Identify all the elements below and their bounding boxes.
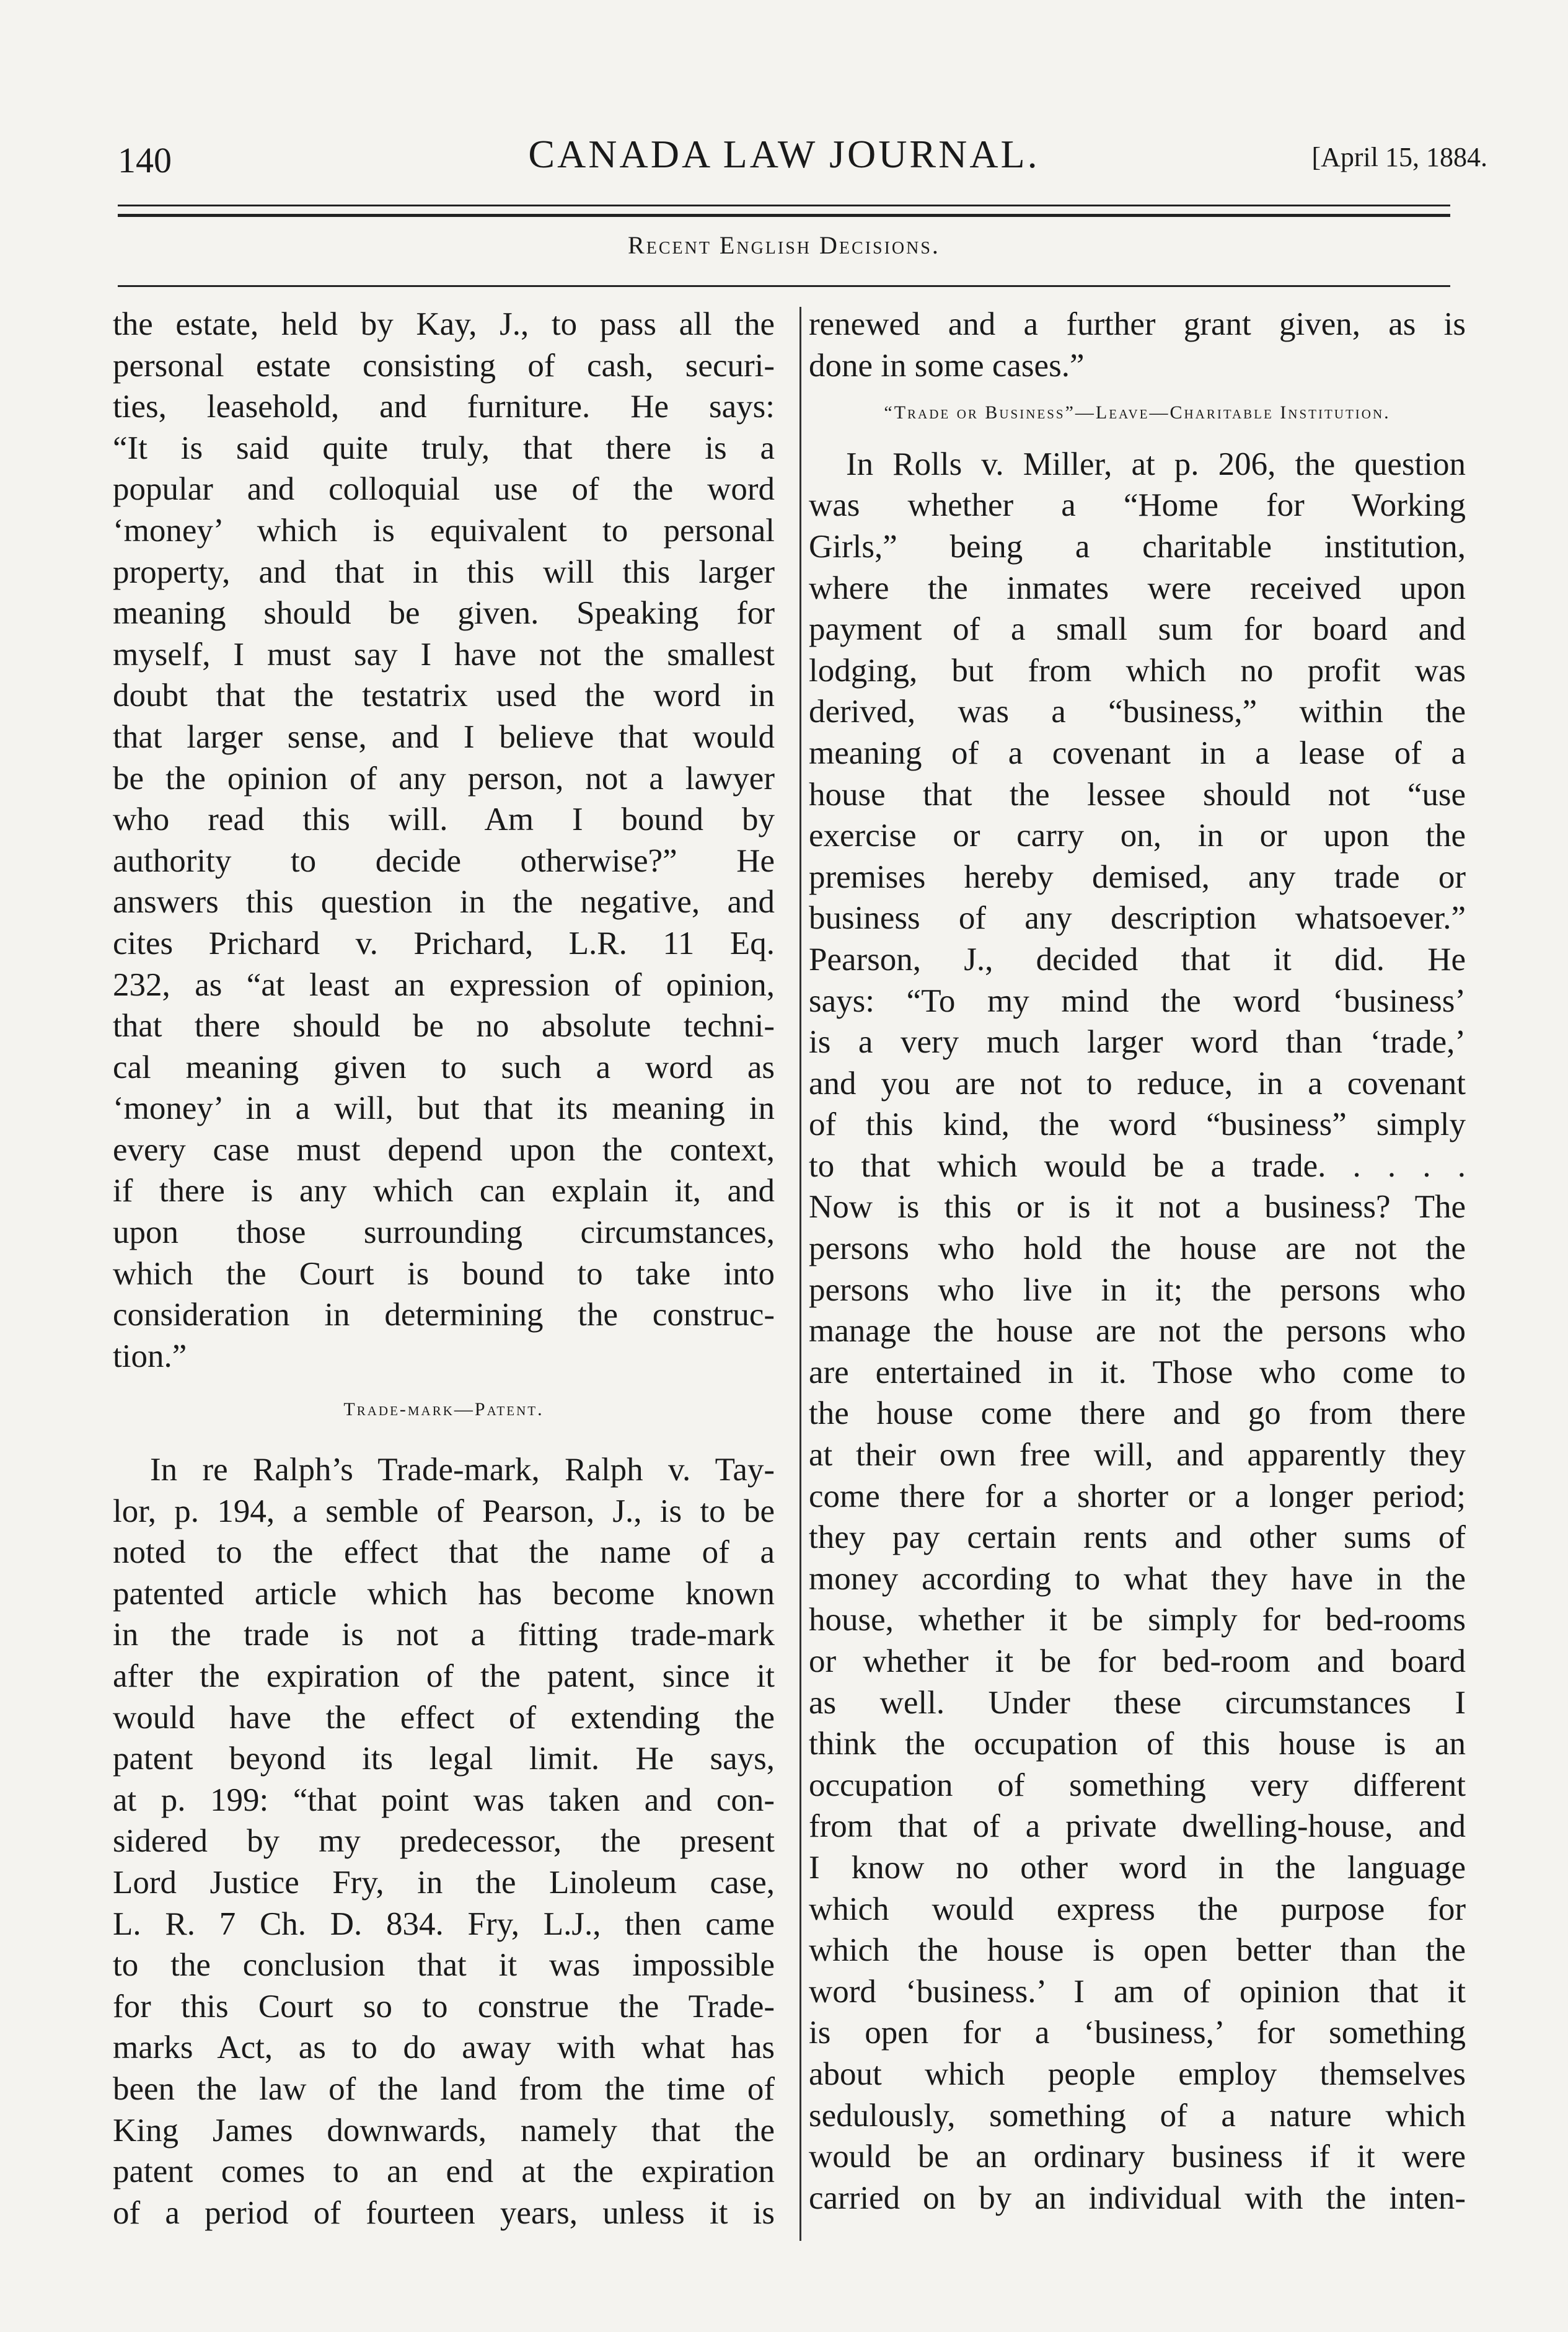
text-line: occupation of something very different: [809, 1767, 1466, 1803]
text-line: myself, I must say I have not the smallest: [113, 636, 775, 673]
column-divider: [799, 307, 801, 2241]
text-line: noted to the effect that the name of a: [113, 1534, 775, 1571]
text-line: In re Ralph’s Trade-mark, Ralph v. Tay-: [150, 1452, 775, 1488]
text-line: which the Court is bound to take into: [113, 1255, 775, 1292]
header-rule-bottom: [118, 214, 1450, 217]
text-line: at p. 199: “that point was taken and con-: [113, 1782, 775, 1818]
text-line: derived, was a “business,” within the: [809, 694, 1466, 730]
left-column: [113, 304, 775, 2233]
text-line: every case must depend upon the context,: [113, 1131, 775, 1168]
text-line: they pay certain rents and other sums of: [809, 1519, 1466, 1556]
text-line: ties, leasehold, and furniture. He says:: [113, 389, 775, 425]
text-line: of a period of fourteen years, unless it is: [113, 2194, 775, 2231]
text-line: for this Court so to construe the Trade-: [113, 1988, 775, 2025]
text-line: answers this question in the negative, and: [113, 884, 775, 921]
text-line: meaning of a covenant in a lease of a: [809, 735, 1466, 771]
text-line: Pearson, J., decided that it did. He: [809, 941, 1466, 978]
text-line: which would express the purpose for: [809, 1891, 1466, 1927]
text-line: that larger sense, and I believe that would: [113, 718, 775, 755]
text-line: sedulously, something of a nature which: [809, 2097, 1466, 2134]
text-line: property, and that in this will this larger: [113, 554, 775, 590]
text-line: renewed and a further grant given, as is: [809, 306, 1466, 342]
text-line: are entertained in it. Those who come to: [809, 1354, 1466, 1390]
text-line: upon those surrounding circumstances,: [113, 1214, 775, 1251]
text-line: where the inmates were received upon: [809, 570, 1466, 606]
text-line: to the conclusion that it was impossible: [113, 1947, 775, 1984]
text-line: been the law of the land from the time of: [113, 2070, 775, 2107]
text-line: done in some cases.”: [809, 347, 1085, 384]
text-line: Now is this or is it not a business? The: [809, 1189, 1466, 1226]
text-line: lor, p. 194, a semble of Pearson, J., is to be: [113, 1493, 775, 1529]
text-line: “It is said quite truly, that there is a: [113, 430, 775, 466]
text-line: cites Prichard v. Prichard, L.R. 11 Eq.: [113, 925, 775, 961]
text-line: business of any description whatsoever.”: [809, 900, 1466, 937]
text-line: consideration in determining the construc-: [113, 1297, 775, 1333]
text-line: payment of a small sum for board and: [809, 611, 1466, 648]
text-line: 232, as “at least an expression of opinion,: [113, 966, 775, 1003]
text-line: Lord Justice Fry, in the Linoleum case,: [113, 1864, 775, 1901]
text-line: about which people employ themselves: [809, 2056, 1466, 2092]
text-line: and you are not to reduce, in a covenant: [809, 1065, 1466, 1102]
issue-date: [April 15, 1884.: [1311, 142, 1487, 172]
text-line: would have the effect of extending the: [113, 1699, 775, 1736]
text-line: or whether it be for bed-room and board: [809, 1643, 1466, 1679]
text-line: patent beyond its legal limit. He says,: [113, 1741, 775, 1777]
text-line: is a very much larger word than ‘trade,’: [809, 1024, 1466, 1061]
text-line: marks Act, as to do away with what has: [113, 2029, 775, 2066]
text-line: be the opinion of any person, not a lawyer: [113, 760, 775, 797]
text-line: Girls,” being a charitable institution,: [809, 528, 1466, 565]
text-line: money according to what they have in the: [809, 1560, 1466, 1597]
section-title: Recent English Decisions.: [628, 231, 940, 259]
text-line: is open for a ‘business,’ for something: [809, 2015, 1466, 2051]
section-rule: [118, 285, 1450, 287]
text-line: persons who hold the house are not the: [809, 1230, 1466, 1267]
text-line: which the house is open better than the: [809, 1932, 1466, 1969]
text-line: that there should be no absolute techni-: [113, 1008, 775, 1045]
text-line: to that which would be a trade. . . . .: [809, 1147, 1466, 1184]
text-line: think the occupation of this house is an: [809, 1726, 1466, 1762]
text-line: at their own free will, and apparently they: [809, 1437, 1466, 1473]
subheading-trade-mark-patent: Trade-mark—Patent.: [343, 1399, 544, 1420]
text-line: doubt that the testatrix used the word in: [113, 678, 775, 714]
text-line: I know no other word in the language: [809, 1849, 1466, 1886]
text-line: carried on by an individual with the inten-: [809, 2180, 1466, 2216]
text-line: premises hereby demised, any trade or: [809, 859, 1466, 895]
text-line: patent comes to an end at the expiration: [113, 2153, 775, 2190]
text-line: In Rolls v. Miller, at p. 206, the question: [846, 446, 1466, 482]
text-line: the house come there and go from there: [809, 1395, 1466, 1432]
text-line: lodging, but from which no profit was: [809, 652, 1466, 689]
text-line: after the expiration of the patent, since it: [113, 1658, 775, 1694]
text-line: sidered by my predecessor, the present: [113, 1823, 775, 1860]
text-line: persons who live in it; the persons who: [809, 1271, 1466, 1308]
text-line: says: “To my mind the word ‘business’: [809, 983, 1466, 1019]
text-line: would be an ordinary business if it were: [809, 2139, 1466, 2175]
text-line: ‘money’ which is equivalent to personal: [113, 512, 775, 549]
header-rule-top: [118, 205, 1450, 206]
text-line: manage the house are not the persons who: [809, 1313, 1466, 1349]
journal-title: CANADA LAW JOURNAL.: [528, 132, 1040, 176]
text-line: from that of a private dwelling-house, and: [809, 1808, 1466, 1845]
text-line: meaning should be given. Speaking for: [113, 595, 775, 632]
text-line: if there is any which can explain it, and: [113, 1173, 775, 1209]
text-line: the estate, held by Kay, J., to pass all the: [113, 306, 775, 342]
text-line: King James downwards, namely that the: [113, 2112, 775, 2149]
left-column-text: [113, 304, 775, 1377]
text-line: ‘money’ in a will, but that its meaning in: [113, 1090, 775, 1127]
right-column-text: [809, 304, 1466, 386]
text-line: exercise or carry on, in or upon the: [809, 818, 1466, 854]
left-column-text-2: [113, 1449, 775, 2233]
text-line: who read this will. Am I bound by: [113, 802, 775, 838]
right-column-text-2: [809, 444, 1466, 2219]
text-line: authority to decide otherwise?” He: [113, 842, 775, 879]
text-line: house, whether it be simply for bed-rooms: [809, 1602, 1466, 1638]
text-line: personal estate consisting of cash, securi-: [113, 347, 775, 384]
text-line: word ‘business.’ I am of opinion that it: [809, 1973, 1466, 2010]
text-line: L. R. 7 Ch. D. 834. Fry, L.J., then came: [113, 1906, 775, 1942]
right-column: [809, 304, 1466, 2219]
text-line: was whether a “Home for Working: [809, 487, 1466, 524]
text-line: tion.”: [113, 1338, 187, 1374]
text-line: house that the lessee should not “use: [809, 776, 1466, 813]
text-line: popular and colloquial use of the word: [113, 471, 775, 508]
text-line: as well. Under these circumstances I: [809, 1684, 1466, 1721]
text-line: in the trade is not a fitting trade-mark: [113, 1617, 775, 1653]
subheading-trade-or-business: “Trade or Business”—Leave—Charitable Institution.: [884, 402, 1391, 423]
text-line: patented article which has become known: [113, 1575, 775, 1612]
text-line: of this kind, the word “business” simply: [809, 1106, 1466, 1143]
text-line: come there for a shorter or a longer period;: [809, 1478, 1466, 1514]
page-number: 140: [118, 140, 172, 180]
text-line: cal meaning given to such a word as: [113, 1049, 775, 1085]
